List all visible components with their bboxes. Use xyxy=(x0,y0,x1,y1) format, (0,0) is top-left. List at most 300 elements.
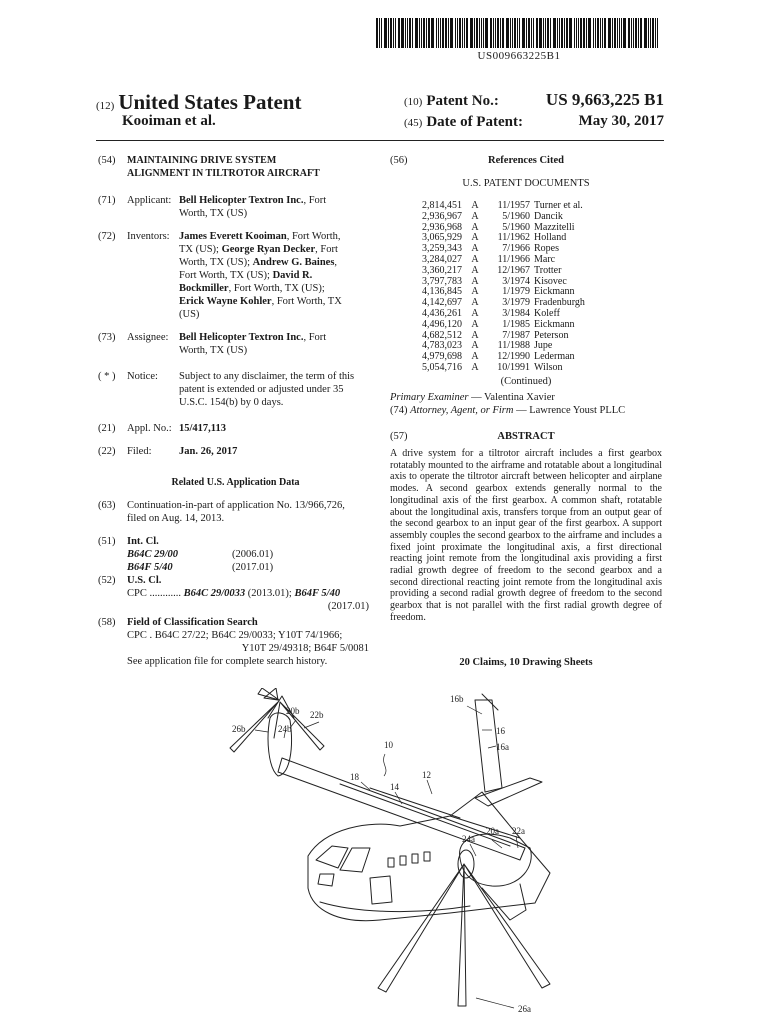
reference-row xyxy=(390,320,620,331)
barcode-bar xyxy=(557,18,558,48)
reference-numeral: 20b xyxy=(286,706,300,716)
reference-numeral: 24a xyxy=(462,834,475,844)
notice-text: patent is extended or adjusted under 35 xyxy=(179,384,344,395)
barcode-bar xyxy=(459,18,461,48)
inventor-location: Fort Worth, TX (US); xyxy=(179,270,273,281)
barcode-bar xyxy=(522,18,525,48)
reference-number: 2,936,968 xyxy=(422,221,462,233)
barcode-bar xyxy=(448,18,449,48)
reference-number: 5,054,716 xyxy=(422,361,462,373)
attorney-name: — Lawrence Youst PLLC xyxy=(513,405,626,416)
cabin-window xyxy=(424,852,430,861)
assignee-section xyxy=(98,331,373,357)
date-label: Date of Patent: xyxy=(426,114,523,130)
inventors-label: Inventors: xyxy=(127,231,170,242)
barcode-bar xyxy=(398,18,400,48)
reference-kind: A xyxy=(471,361,479,373)
reference-date: 12/1990 xyxy=(497,351,530,363)
reference-date: 11/1966 xyxy=(497,253,530,265)
class-code: B64F 5/40 xyxy=(127,562,173,573)
reference-number: 4,682,512 xyxy=(422,329,462,341)
reference-number: 4,783,023 xyxy=(422,340,462,352)
barcode-bar xyxy=(533,18,534,48)
reference-number: 3,065,929 xyxy=(422,232,462,244)
continuation-text: Continuation-in-part of application No. 13/966,726, xyxy=(127,500,345,511)
reference-numeral: 18 xyxy=(350,772,359,782)
barcode-bar xyxy=(445,18,447,48)
reference-date: 11/1962 xyxy=(497,232,530,244)
section-code: (58) xyxy=(98,617,116,628)
reference-kind: A xyxy=(471,307,479,319)
us-cl-label: U.S. Cl. xyxy=(127,575,162,586)
barcode-bar xyxy=(415,18,418,48)
reference-date: 11/1988 xyxy=(497,340,530,352)
field-search-label: Field of Classification Search xyxy=(127,617,258,628)
barcode-bar xyxy=(586,18,587,48)
inventor-location: , Fort Worth, xyxy=(286,231,341,242)
section-code: (73) xyxy=(98,332,116,343)
reference-number: 4,979,698 xyxy=(422,351,462,363)
barcode-bar xyxy=(644,18,647,48)
section-code: (22) xyxy=(98,446,116,457)
barcode-bar xyxy=(450,18,453,48)
filed-label: Filed: xyxy=(127,446,152,457)
barcode-bar xyxy=(376,18,378,48)
barcode-bar xyxy=(517,18,518,48)
patent-date: May 30, 2017 xyxy=(578,113,664,129)
barcode-bar xyxy=(409,18,411,48)
reference-kind: A xyxy=(471,253,479,265)
reference-numeral: 26a xyxy=(518,1004,531,1014)
inventor-name: Erick Wayne Kohler xyxy=(179,296,272,307)
filed-date: Jan. 26, 2017 xyxy=(179,446,238,457)
reference-name: Eickmann xyxy=(534,286,575,298)
wing-rear xyxy=(340,784,510,846)
section-code: (72) xyxy=(98,231,116,242)
reference-name: Jupe xyxy=(534,340,553,352)
barcode-bar xyxy=(559,18,560,48)
attorney-label: Attorney, Agent, or Firm xyxy=(410,405,514,416)
notice-section xyxy=(98,370,373,409)
continuation-text: filed on Aug. 14, 2013. xyxy=(127,513,225,524)
abstract-text: A drive system for a tiltrotor aircraft includes a first gearbox rotatably mounted to the airframe and rotatable about a longitudinal axis to operate the tiltrotor aircraft between helicopter and airplane modes. A second gearbox extends generally normal to the longitudinal axis of the first gearbox. A common shaft, rotatable about the longitudinal axis, transfers torque from an output gear of the second gearbox to an input gear of the first gearbox. A support assembly couples the second gearbox to the airframe and includes a fixed joint proximate the longitudinal axis, a first directional reacting joint remote from the longitudinal axis providing a first radial growth degree of freedom to the second gearbox and a second directional reacting joint remote from the longitudinal axis providing a second radial growth degree of freedom to the second gearbox that is not parallel with the first radial growth degree of freedom. xyxy=(390,448,662,623)
notice-text: Subject to any disclaimer, the term of this xyxy=(179,371,355,382)
barcode-bar xyxy=(650,18,651,48)
date-line xyxy=(404,113,664,131)
barcode-bar xyxy=(574,18,575,48)
barcode-bar xyxy=(561,18,563,48)
tiltrotor-drawing xyxy=(220,688,690,1018)
reference-number: 4,136,845 xyxy=(422,286,462,298)
barcode-bar xyxy=(384,18,387,48)
tail-boom xyxy=(450,792,520,838)
cabin-window xyxy=(412,854,418,863)
barcode-bar xyxy=(419,18,420,48)
reference-date: 5/1960 xyxy=(502,221,530,233)
rotor-blade-near xyxy=(464,864,550,988)
barcode-bar xyxy=(466,18,468,48)
barcode-bar xyxy=(580,18,582,48)
barcode-bar xyxy=(545,18,546,48)
section-code: (52) xyxy=(98,575,116,586)
inventor-location: (US) xyxy=(179,309,200,320)
reference-number: 3,259,343 xyxy=(422,243,462,255)
applicant-label: Applicant: xyxy=(127,195,172,206)
reference-number: 3,284,027 xyxy=(422,253,462,265)
reference-kind: A xyxy=(471,329,479,341)
barcode-bar xyxy=(442,18,444,48)
barcode-bar xyxy=(514,18,516,48)
doc-type-code: (12) xyxy=(96,100,115,112)
reference-kind: A xyxy=(471,340,479,352)
reference-numeral: 10 xyxy=(384,740,393,750)
barcode-bar xyxy=(438,18,439,48)
barcode-bar xyxy=(614,18,616,48)
barcode-bar xyxy=(655,18,656,48)
section-code: (74) xyxy=(390,405,408,416)
reference-date: 11/1957 xyxy=(497,200,530,211)
barcode-bar xyxy=(576,18,577,48)
barcode-bar xyxy=(633,18,634,48)
reference-numeral: 26b xyxy=(232,724,246,734)
appl-label: Appl. No.: xyxy=(127,423,172,434)
reference-number: 4,142,697 xyxy=(422,297,462,309)
barcode-bar xyxy=(652,18,654,48)
reference-name: Holland xyxy=(534,232,567,244)
reference-row xyxy=(390,266,620,277)
reference-kind: A xyxy=(471,210,479,222)
reference-date: 10/1991 xyxy=(497,361,530,373)
barcode-bar xyxy=(566,18,568,48)
cockpit-window xyxy=(318,874,334,886)
barcode-bar xyxy=(621,18,622,48)
applicant-city: , Fort xyxy=(303,195,327,206)
barcode-bar xyxy=(583,18,585,48)
reference-kind: A xyxy=(471,200,479,211)
references-list xyxy=(390,201,620,374)
filed-section xyxy=(98,445,373,458)
barcode-bar xyxy=(474,18,475,48)
reference-number: 3,360,217 xyxy=(422,264,462,276)
barcode-bar xyxy=(547,18,549,48)
barcode-bar xyxy=(464,18,465,48)
barcode-bar xyxy=(455,18,456,48)
barcode-bar xyxy=(600,18,601,48)
reference-kind: A xyxy=(471,286,479,298)
us-cl-section xyxy=(98,574,373,613)
references-subheading: U.S. PATENT DOCUMENTS xyxy=(462,178,590,189)
reference-name: Turner et al. xyxy=(534,200,583,211)
reference-date: 3/1984 xyxy=(502,307,530,319)
cpc-code: B64C 29/0033 xyxy=(183,588,246,599)
reference-numeral: 22a xyxy=(512,826,525,836)
section-code: (51) xyxy=(98,536,116,547)
appl-number: 15/417,113 xyxy=(179,423,226,434)
barcode-bar xyxy=(401,18,404,48)
tail-fin xyxy=(482,694,498,710)
barcode-bar xyxy=(426,18,427,48)
reference-numeral: 12 xyxy=(422,770,431,780)
barcode-bar xyxy=(528,18,530,48)
inventor-name: David R. xyxy=(272,270,313,281)
patent-no-label: Patent No.: xyxy=(426,93,499,109)
reference-name: Dancik xyxy=(534,210,563,222)
invention-title-2: ALIGNMENT IN TILTROTOR AIRCRAFT xyxy=(127,168,320,179)
barcode-bar xyxy=(490,18,492,48)
cabin-window xyxy=(388,858,394,867)
cpc-label: CPC ............ xyxy=(127,588,181,599)
assignee-name: Bell Helicopter Textron Inc. xyxy=(179,332,304,343)
patent-number-line xyxy=(404,92,664,110)
barcode-bar xyxy=(481,18,482,48)
nacelle-near-cowl xyxy=(482,884,526,920)
barcode-bar xyxy=(553,18,556,48)
claims-count: 20 Claims, 10 Drawing Sheets xyxy=(459,657,593,668)
barcode-bar xyxy=(462,18,463,48)
inventor-name: Bockmiller xyxy=(179,283,229,294)
reference-name: Mazzitelli xyxy=(534,221,575,233)
barcode-bar xyxy=(497,18,499,48)
reference-kind: A xyxy=(471,232,479,244)
section-code: (71) xyxy=(98,195,116,206)
reference-kind: A xyxy=(471,297,479,309)
inventor-short: Kooiman et al. xyxy=(122,113,216,129)
reference-number: 2,936,967 xyxy=(422,210,462,222)
barcode-bar xyxy=(479,18,480,48)
continuation-section xyxy=(98,499,373,525)
class-date: (2017.01) xyxy=(232,562,274,573)
barcode-bar xyxy=(388,18,389,48)
barcode-bar xyxy=(440,18,441,48)
barcode-bar xyxy=(485,18,488,48)
barcode-bar xyxy=(510,18,511,48)
barcode-bar xyxy=(536,18,538,48)
section-code: ( * ) xyxy=(98,371,116,382)
barcode-bar xyxy=(457,18,458,48)
rotor-blade-near xyxy=(458,864,466,1006)
reference-name: Koleff xyxy=(534,307,560,319)
reference-date: 1/1985 xyxy=(502,318,530,330)
date-code: (45) xyxy=(404,117,423,129)
barcode-bar xyxy=(539,18,542,48)
reference-date: 3/1979 xyxy=(502,297,530,309)
barcode-bar xyxy=(612,18,613,48)
barcode xyxy=(376,18,662,48)
reference-kind: A xyxy=(471,275,479,287)
cpc-date: (2013.01); xyxy=(245,588,295,599)
reference-kind: A xyxy=(471,318,479,330)
assignee-city: , Fort xyxy=(303,332,327,343)
reference-name: Trotter xyxy=(534,264,562,276)
barcode-bar xyxy=(604,18,606,48)
fuselage-belly xyxy=(320,902,470,912)
examiner-line xyxy=(390,391,662,404)
barcode-bar xyxy=(405,18,406,48)
barcode-bar xyxy=(608,18,611,48)
reference-date: 5/1960 xyxy=(502,210,530,222)
barcode-bar xyxy=(588,18,591,48)
barcode-bar xyxy=(564,18,565,48)
examiner-label: Primary Examiner xyxy=(390,392,469,403)
wing xyxy=(278,758,525,860)
barcode-bar xyxy=(631,18,632,48)
reference-name: Ropes xyxy=(534,243,559,255)
header-left xyxy=(96,90,301,115)
barcode-bar xyxy=(597,18,599,48)
barcode-bar xyxy=(595,18,596,48)
reference-name: Fradenburgh xyxy=(534,297,585,309)
barcode-bar xyxy=(393,18,394,48)
continued-note: (Continued) xyxy=(500,376,552,387)
reference-number: 3,797,783 xyxy=(422,275,462,287)
barcode-bar xyxy=(623,18,626,48)
reference-date: 7/1966 xyxy=(502,243,530,255)
reference-name: Marc xyxy=(534,253,556,265)
int-cl-label: Int. Cl. xyxy=(127,536,159,547)
cpc-code: B64F 5/40 xyxy=(294,588,341,599)
reference-date: 7/1987 xyxy=(502,329,530,341)
assignee-location: Worth, TX (US) xyxy=(179,345,248,356)
figure-labels xyxy=(232,694,531,1014)
inventor-location: , Fort xyxy=(315,244,338,255)
barcode-bar xyxy=(407,18,408,48)
barcode-bar xyxy=(617,18,618,48)
reference-kind: A xyxy=(471,221,479,233)
reference-kind: A xyxy=(471,243,479,255)
inventor-name: George Ryan Decker xyxy=(221,244,316,255)
reference-kind: A xyxy=(471,351,479,363)
invention-title-1: MAINTAINING DRIVE SYSTEM xyxy=(127,155,277,166)
barcode-bar xyxy=(476,18,478,48)
spine xyxy=(370,788,460,818)
applicant-name: Bell Helicopter Textron Inc. xyxy=(179,195,304,206)
reference-number: 4,496,120 xyxy=(422,318,462,330)
barcode-bar xyxy=(602,18,603,48)
field-search-text: See application file for complete search history. xyxy=(127,656,328,667)
reference-row xyxy=(390,212,620,223)
barcode-bar xyxy=(550,18,551,48)
reference-name: Eickmann xyxy=(534,318,575,330)
section-code: (54) xyxy=(98,155,116,166)
reference-kind: A xyxy=(471,264,479,276)
barcode-bar xyxy=(640,18,642,48)
barcode-bar xyxy=(569,18,572,48)
field-search-text: CPC . B64C 27/22; B64C 29/0033; Y10T 74/1966; xyxy=(127,630,343,641)
barcode-bar xyxy=(648,18,649,48)
section-code: (56) xyxy=(390,155,408,166)
title-section xyxy=(98,154,373,180)
cpc-date: (2017.01) xyxy=(327,601,369,612)
applicant-location: Worth, TX (US) xyxy=(179,208,248,219)
barcode-bar xyxy=(412,18,413,48)
barcode-bar xyxy=(502,18,504,48)
inventors-list: James Everett Kooiman, Fort Worth, TX (US); George Ryan Decker, Fort Worth, TX (US); Andrew G. Baines, Fort Worth, TX (US); David R. Bockmiller, Fort Worth, TX (US); Erick Wayne Kohler, Fort Worth, TX (US) xyxy=(179,231,342,320)
barcode-bar xyxy=(531,18,532,48)
reference-numeral: 16 xyxy=(496,726,505,736)
barcode-bar xyxy=(512,18,513,48)
barcode-bar xyxy=(578,18,579,48)
barcode-bar xyxy=(428,18,430,48)
barcode-bar xyxy=(423,18,425,48)
reference-date: 1/1979 xyxy=(502,286,530,298)
section-code: (21) xyxy=(98,423,116,434)
patent-number: US 9,663,225 B1 xyxy=(545,90,664,109)
left-column xyxy=(98,154,373,668)
inventor-location: TX (US); xyxy=(179,244,222,255)
reference-numeral: 14 xyxy=(390,782,399,792)
reference-name: Wilson xyxy=(534,361,563,373)
reference-name: Peterson xyxy=(534,329,569,341)
reference-numeral: 24b xyxy=(278,724,292,734)
barcode-bar xyxy=(500,18,501,48)
class-code: B64C 29/00 xyxy=(127,549,179,560)
references-section xyxy=(390,154,662,190)
barcode-bar xyxy=(470,18,473,48)
int-cl-section xyxy=(98,535,373,574)
doc-type: United States Patent xyxy=(118,90,302,114)
barcode-bar xyxy=(635,18,637,48)
barcode-bar xyxy=(381,18,382,48)
related-heading: Related U.S. Application Data xyxy=(171,477,300,488)
inventor-name: Andrew G. Baines xyxy=(252,257,335,268)
barcode-bar xyxy=(526,18,527,48)
inventors-section xyxy=(98,230,373,321)
inventor-location: Worth, TX (US); xyxy=(179,257,253,268)
attorney-line xyxy=(390,404,662,417)
notice-label: Notice: xyxy=(127,371,158,382)
abstract-header xyxy=(390,430,662,443)
header-rule xyxy=(96,140,664,141)
inventor-name: James Everett Kooiman xyxy=(179,231,287,242)
class-date: (2006.01) xyxy=(232,549,274,560)
barcode-bar xyxy=(431,18,434,48)
barcode-bar xyxy=(628,18,630,48)
barcode-bar xyxy=(519,18,520,48)
reference-numeral: 20a xyxy=(486,826,499,836)
barcode-bar xyxy=(493,18,494,48)
cabin-door xyxy=(370,876,392,904)
barcode-bar xyxy=(436,18,437,48)
cabin-window xyxy=(400,856,406,865)
barcode-bar xyxy=(638,18,639,48)
barcode-bar xyxy=(593,18,594,48)
reference-number: 4,436,261 xyxy=(422,307,462,319)
barcode-bar xyxy=(421,18,422,48)
section-code: (57) xyxy=(390,431,408,442)
reference-name: Kisovec xyxy=(534,275,567,287)
reference-numeral: 16b xyxy=(450,694,464,704)
reference-row xyxy=(390,363,620,374)
barcode-bar xyxy=(543,18,544,48)
reference-numeral: 16a xyxy=(496,742,509,752)
publication-number: US009663225B1 xyxy=(477,50,561,62)
field-search-text: Y10T 29/49318; B64F 5/0081 xyxy=(241,643,369,654)
reference-date: 3/1974 xyxy=(502,275,530,287)
barcode-bar xyxy=(495,18,496,48)
barcode-bar xyxy=(506,18,509,48)
barcode-bar xyxy=(483,18,484,48)
patent-no-code: (10) xyxy=(404,96,423,108)
reference-number: 2,814,451 xyxy=(422,200,462,211)
reference-date: 12/1967 xyxy=(497,264,530,276)
examiner-name: — Valentina Xavier xyxy=(468,392,555,403)
inventor-location: , Fort Worth, TX xyxy=(271,296,342,307)
barcode-bar xyxy=(657,18,658,48)
barcode-bar xyxy=(619,18,620,48)
notice-text: U.S.C. 154(b) by 0 days. xyxy=(179,397,284,408)
field-of-search-section xyxy=(98,616,373,668)
inventor-location: , Fort Worth, TX (US); xyxy=(228,283,325,294)
